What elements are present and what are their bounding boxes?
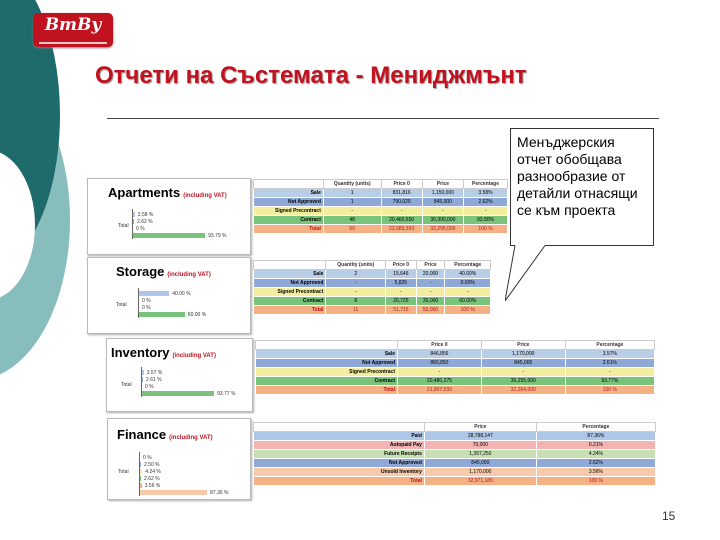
row-label: Signed Precontract (254, 288, 326, 297)
table-cell: 51,715 (386, 306, 416, 315)
table-cell: - (416, 288, 445, 297)
table-cell: 50,000 (416, 306, 445, 315)
table-cell: 5,825 (386, 279, 416, 288)
column-header: Percentage (464, 180, 508, 189)
panel-finance (107, 418, 251, 500)
chart-axis (139, 452, 140, 496)
table-row (254, 198, 508, 207)
chart-axis (138, 288, 139, 318)
chart-bar-label: 0 % (143, 454, 152, 461)
logo-text: BmBy (44, 15, 102, 35)
table-row (254, 288, 491, 297)
panel-apartments (87, 178, 251, 255)
total-label: Total (116, 302, 127, 308)
table-cell: 21,807,030 (398, 386, 482, 395)
column-header: Percentage (565, 341, 654, 350)
panel-subtitle: (including VAT) (169, 435, 213, 441)
callout-note (510, 128, 654, 246)
total-label: Total (118, 223, 129, 229)
table-header-row (254, 261, 491, 270)
table-cell: 880,850 (398, 359, 482, 368)
table-cell: - (422, 207, 463, 216)
chart-bar-label: 0 % (136, 225, 145, 232)
column-header (254, 423, 425, 432)
row-label: Total (254, 477, 425, 486)
panel-finance-title (117, 427, 213, 442)
table-row (254, 225, 508, 234)
column-header: Price 0 (381, 180, 422, 189)
row-label: Future Receipts (254, 450, 425, 459)
table-row (254, 297, 491, 306)
column-header (256, 341, 398, 350)
table-cell: 40.00% (445, 270, 491, 279)
panel-title-text: Finance (117, 427, 167, 442)
table-row (256, 350, 655, 359)
table-cell: 20,480,275 (398, 377, 482, 386)
row-label: Not Approved (256, 359, 398, 368)
table-cell: 30,300,000 (422, 216, 463, 225)
row-label: Total (254, 306, 326, 315)
chart-bar-row (138, 311, 206, 318)
table-cell: 1,150,000 (422, 189, 463, 198)
table-cell: 100 % (536, 477, 655, 486)
chart-bar-row (132, 211, 227, 218)
table-row (256, 359, 655, 368)
chart-bar-row (132, 218, 227, 225)
table-cell: 2.62% (536, 459, 655, 468)
chart-bar-row (132, 232, 227, 239)
table-cell: 28,788,147 (424, 432, 536, 441)
row-label: Contract (256, 377, 398, 386)
panel-subtitle: (including VAT) (167, 272, 211, 278)
column-header: Price 0 (398, 341, 482, 350)
table-cell: - (326, 288, 386, 297)
table-cell: 3.57% (565, 350, 654, 359)
column-header: Price (481, 341, 565, 350)
table-cell: 93.77% (565, 377, 654, 386)
table-cell: - (326, 279, 386, 288)
row-label: Total (254, 225, 324, 234)
chart-bar-row (139, 489, 229, 496)
chart-bar-row (141, 376, 235, 383)
table-cell: 1,170,000 (424, 468, 536, 477)
table-row (254, 279, 491, 288)
table-cell: 93.80% (464, 216, 508, 225)
title-divider (107, 118, 659, 119)
table-cell: 3.58% (464, 189, 508, 198)
total-label: Total (121, 382, 132, 388)
row-label: Sale (256, 350, 398, 359)
table-finance (253, 422, 656, 486)
table-cell: 70,000 (424, 441, 536, 450)
table-cell: - (381, 207, 422, 216)
chart-bar-row (141, 383, 235, 390)
callout-tail (505, 245, 555, 305)
row-label: Contract (254, 297, 326, 306)
table-cell: 1 (323, 189, 381, 198)
total-label: Total (118, 469, 129, 475)
chart-bar (132, 233, 205, 238)
table-cell: 48 (323, 216, 381, 225)
table-cell: 32,295,000 (422, 225, 463, 234)
row-label: Not Approved (254, 198, 324, 207)
table-cell: 30,255,000 (481, 377, 565, 386)
panel-storage-title (116, 264, 211, 279)
table-apartments (253, 179, 508, 234)
chart-bar-row (138, 290, 206, 297)
chart-bar-label: 93.77 % (217, 390, 236, 397)
chart-bar-label: 40.00 % (172, 290, 191, 297)
chart-bar-row (141, 369, 235, 376)
table-cell: 32,264,000 (481, 386, 565, 395)
row-label: Signed Precontract (256, 368, 398, 377)
table-cell: 87.36% (536, 432, 655, 441)
chart-bar (138, 291, 169, 296)
chart-bar-label: 3.58 % (137, 211, 154, 218)
column-header (254, 261, 326, 270)
table-cell: 0.21% (536, 441, 655, 450)
panel-storage (87, 257, 251, 334)
panel-title-text: Inventory (111, 345, 170, 360)
chart-bar-label: 2.62 % (144, 475, 160, 482)
table-cell: 831,816 (381, 189, 422, 198)
table-cell: 11 (326, 306, 386, 315)
row-label: Unsold Inventory (254, 468, 425, 477)
table-cell: 1,397,250 (424, 450, 536, 459)
column-header: Price (416, 261, 445, 270)
table-cell: 50 (323, 225, 381, 234)
chart-bar-row (141, 390, 235, 397)
table-row (254, 468, 656, 477)
panel-title-text: Apartments (108, 185, 181, 200)
logo-tagline (39, 42, 107, 44)
table-row (254, 306, 491, 315)
table-row (254, 459, 656, 468)
table-cell: 2.61% (565, 359, 654, 368)
bar-chart-apartments (132, 211, 227, 239)
column-header: Quantity (units) (323, 180, 381, 189)
table-cell: 20,460,650 (381, 216, 422, 225)
table-cell: - (386, 288, 416, 297)
row-label: Sale (254, 189, 324, 198)
table-cell: 1 (323, 198, 381, 207)
callout-text: Менъджерския отчет обобщава разнообразие от детайли отнасящи се към проекта (517, 134, 638, 218)
panel-subtitle: (including VAT) (183, 193, 227, 199)
bar-chart-storage (138, 290, 206, 318)
chart-bar-row (132, 225, 227, 232)
chart-bar-label: 87.36 % (210, 489, 229, 496)
panel-title-text: Storage (116, 264, 165, 279)
table-cell: 15,646 (386, 270, 416, 279)
chart-bar-row (139, 482, 229, 489)
table-cell: 100 % (464, 225, 508, 234)
chart-bar (138, 312, 185, 317)
table-header-row (256, 341, 655, 350)
table-cell: 3.56% (536, 468, 655, 477)
table-cell: 2 (326, 270, 386, 279)
table-cell: 20,725 (386, 297, 416, 306)
table-cell: - (481, 368, 565, 377)
table-row (254, 270, 491, 279)
row-label: Not Approved (254, 279, 326, 288)
table-cell: - (445, 288, 491, 297)
chart-bar-label: 3.57 % (146, 369, 163, 376)
table-cell: 8 (326, 297, 386, 306)
column-header: Price (422, 180, 463, 189)
chart-bar-row (138, 297, 206, 304)
chart-bar-row (139, 461, 229, 468)
table-row (256, 368, 655, 377)
row-label: Contract (254, 216, 324, 225)
table-cell: 790,025 (381, 198, 422, 207)
panel-subtitle: (including VAT) (172, 353, 216, 359)
chart-bar-label: 0 % (142, 304, 151, 311)
table-cell: - (416, 279, 445, 288)
table-storage (253, 260, 491, 315)
column-header: Quantity (units) (326, 261, 386, 270)
panel-apartments-title (108, 185, 227, 200)
chart-bar-label: 2.50 % (143, 461, 160, 468)
panel-inventory (106, 338, 253, 412)
table-cell: - (464, 207, 508, 216)
column-header: Percentage (445, 261, 491, 270)
column-header: Price 0 (386, 261, 416, 270)
table-cell: 2.62% (464, 198, 508, 207)
chart-bar (139, 490, 207, 495)
page-number: 15 (662, 509, 676, 523)
table-cell: 100 % (565, 386, 654, 395)
chart-bar-row (139, 475, 229, 482)
table-cell: 845,000 (481, 359, 565, 368)
company-logo (33, 13, 113, 47)
panel-inventory-title (111, 345, 216, 360)
chart-bar-row (139, 454, 229, 461)
chart-bar-label: 60.00 % (187, 311, 207, 318)
row-label: Sale (254, 270, 326, 279)
column-header: Percentage (536, 423, 655, 432)
chart-bar-label: 3.56 % (144, 482, 161, 489)
chart-bar (141, 391, 214, 396)
table-row (254, 450, 656, 459)
table-row (254, 189, 508, 198)
table-row (254, 441, 656, 450)
chart-axis (141, 367, 142, 397)
chart-bar-label: 0 % (145, 383, 154, 390)
table-cell: - (323, 207, 381, 216)
table-header-row (254, 180, 508, 189)
table-cell: - (398, 368, 482, 377)
table-cell: - (565, 368, 654, 377)
slide-title: Отчети на Състемата - Мениджмънт (95, 62, 527, 89)
table-row (254, 432, 656, 441)
table-cell: 4.24% (536, 450, 655, 459)
chart-bar-label: 4.24 % (145, 468, 161, 475)
row-label: Signed Precontract (254, 207, 324, 216)
column-header (254, 180, 324, 189)
table-cell: 32,971,186 (424, 477, 536, 486)
table-cell: 20,000 (416, 270, 445, 279)
chart-axis (132, 209, 133, 239)
chart-bar-row (138, 304, 206, 311)
table-row (254, 477, 656, 486)
row-label: Not Approved (254, 459, 425, 468)
table-row (254, 216, 508, 225)
table-header-row (254, 423, 656, 432)
bar-chart-inventory (141, 369, 235, 397)
table-cell: 30,000 (416, 297, 445, 306)
chart-bar-label: 2.61 % (146, 376, 162, 383)
row-label: Total (256, 386, 398, 395)
table-inventory (255, 340, 655, 395)
chart-bar-label: 0 % (142, 297, 151, 304)
column-header: Price (424, 423, 536, 432)
table-cell: 100 % (445, 306, 491, 315)
row-label: Paid (254, 432, 425, 441)
table-row (254, 207, 508, 216)
row-label: Autopaid Pay (254, 441, 425, 450)
table-cell: 1,170,000 (481, 350, 565, 359)
table-cell: 846,856 (398, 350, 482, 359)
table-cell: 845,000 (422, 198, 463, 207)
table-row (256, 377, 655, 386)
table-cell: 845,000 (424, 459, 536, 468)
table-cell: 22,083,393 (381, 225, 422, 234)
bar-chart-finance (139, 454, 229, 496)
table-cell: 60.00% (445, 297, 491, 306)
table-row (256, 386, 655, 395)
chart-bar-label: 2.62 % (137, 218, 153, 225)
chart-bar-row (139, 468, 229, 475)
table-cell: 0.00% (445, 279, 491, 288)
chart-bar-label: 93.79 % (208, 232, 227, 239)
